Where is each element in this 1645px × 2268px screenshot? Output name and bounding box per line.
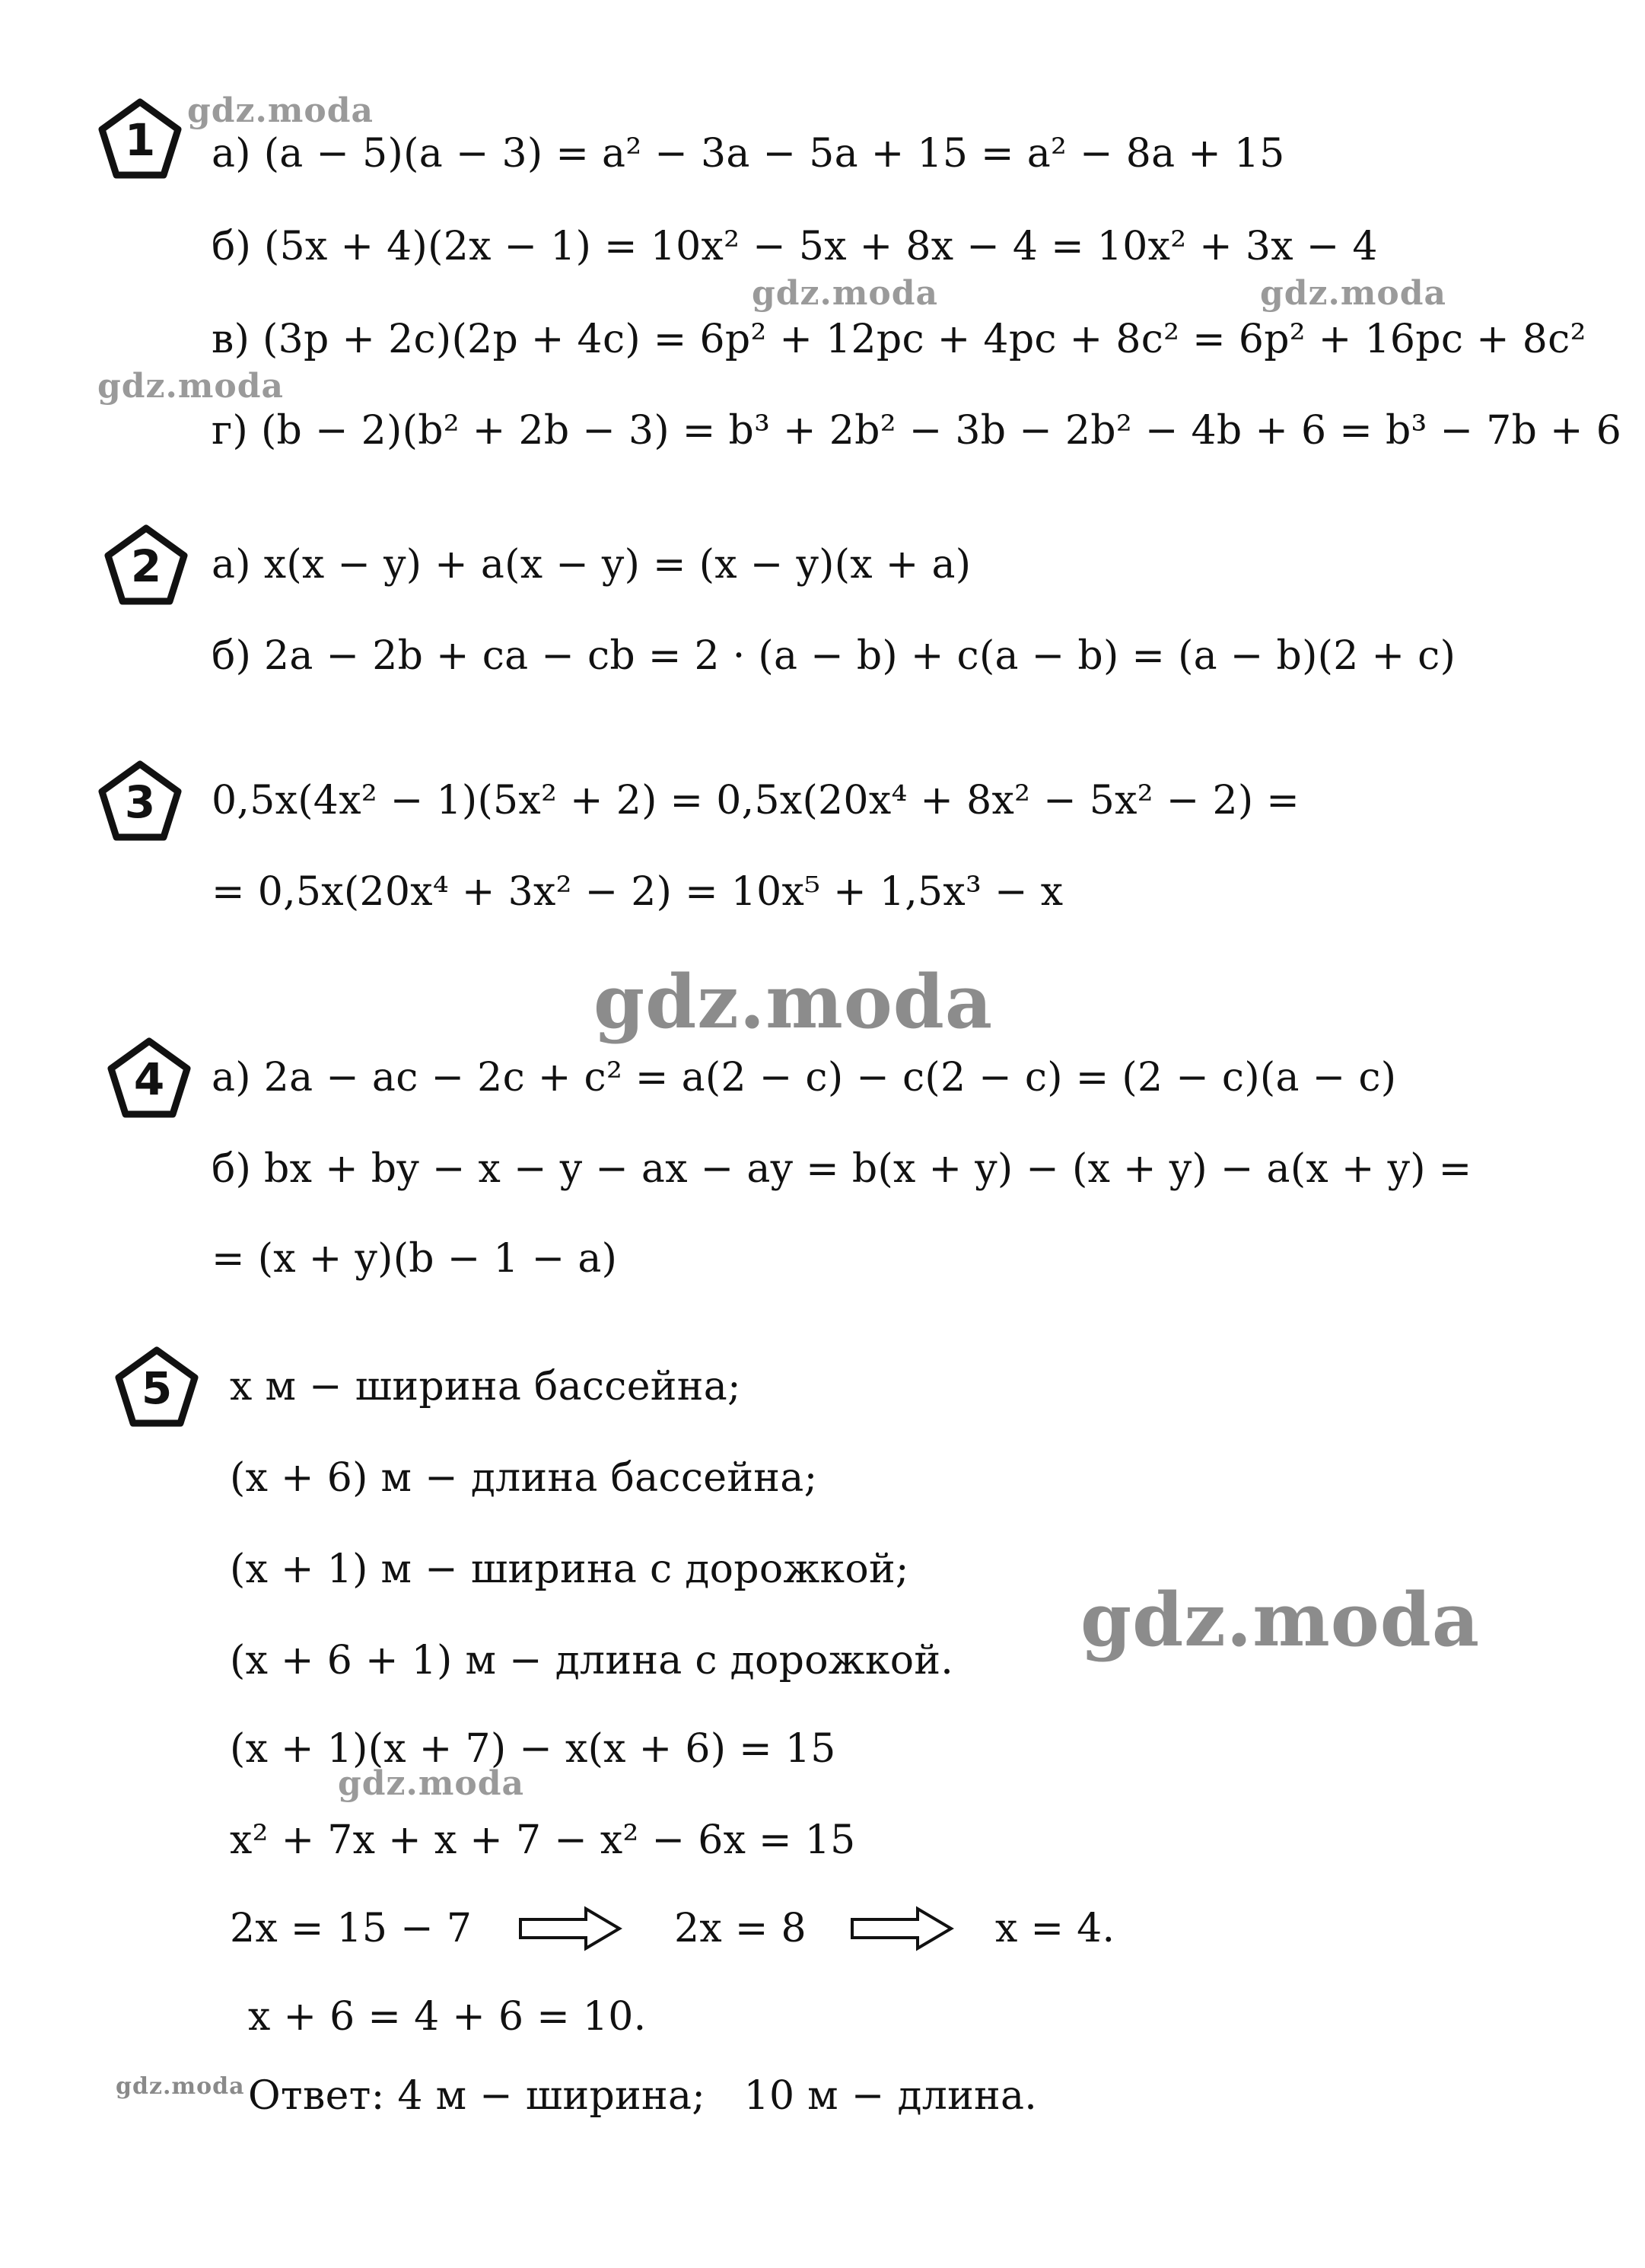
problem-5-line-8: x + 6 = 4 + 6 = 10. xyxy=(248,1994,647,2040)
problem-5-line-7a: 2x = 15 − 7 xyxy=(230,1906,473,1951)
problem-4c-line: = (x + y)(b − 1 − a) xyxy=(212,1236,618,1282)
watermark-text: gdz.moda xyxy=(97,367,285,406)
problem-5-line-2: (x + 6) м − длина бассейна; xyxy=(230,1455,818,1501)
watermark-text: gdz.moda xyxy=(1080,1577,1481,1663)
problem-2-badge xyxy=(103,524,189,606)
problem-4a-line: а) 2a − ac − 2c + c² = a(2 − c) − c(2 − c) = (2 − c)(a − c) xyxy=(212,1055,1397,1101)
problem-5-line-3: (x + 1) м − ширина с дорожкой; xyxy=(230,1547,909,1592)
problem-2a-line: а) x(x − y) + a(x − y) = (x − y)(x + a) xyxy=(212,542,972,588)
problem-number: 3 xyxy=(124,776,156,828)
problem-number: 2 xyxy=(130,540,162,592)
problem-5-line-7c: x = 4. xyxy=(995,1906,1115,1951)
watermark-text: gdz.moda xyxy=(338,1764,525,1803)
problem-5-line-1: x м − ширина бассейна; xyxy=(230,1364,741,1410)
problem-5-line-6: x² + 7x + x + 7 − x² − 6x = 15 xyxy=(230,1817,856,1863)
problem-number: 1 xyxy=(124,114,156,166)
problem-5-line-4: (x + 6 + 1) м − длина с дорожкой. xyxy=(230,1638,954,1683)
watermark-text: gdz.moda xyxy=(593,959,994,1045)
problem-1a-line: а) (a − 5)(a − 3) = a² − 3a − 5a + 15 = a² − 8a + 15 xyxy=(212,131,1285,177)
problem-3-badge xyxy=(97,760,183,842)
answer-line: Ответ: 4 м − ширина; 10 м − длина. xyxy=(248,2073,1038,2119)
problem-1-badge xyxy=(97,97,183,180)
problem-4b-line: б) bx + by − x − y − ax − ay = b(x + y) − (x + y) − a(x + y) = xyxy=(212,1146,1472,1192)
problem-3-line-1: 0,5x(4x² − 1)(5x² + 2) = 0,5x(20x⁴ + 8x² − 5x² − 2) = xyxy=(212,778,1300,823)
problem-number: 4 xyxy=(133,1053,165,1105)
problem-3-line-2: = 0,5x(20x⁴ + 3x² − 2) = 10x⁵ + 1,5x³ − x xyxy=(212,869,1064,915)
problem-5-line-5: (x + 1)(x + 7) − x(x + 6) = 15 xyxy=(230,1726,836,1772)
problem-1c-line: в) (3p + 2c)(2p + 4c) = 6p² + 12pc + 4pc + 8c² = 6p² + 16pc + 8c² xyxy=(212,317,1586,362)
problem-number: 5 xyxy=(141,1362,173,1414)
watermark-text: gdz.moda xyxy=(116,2073,245,2100)
problem-5-badge xyxy=(114,1346,199,1428)
problem-2b-line: б) 2a − 2b + ca − cb = 2 · (a − b) + c(a − b) = (a − b)(2 + c) xyxy=(212,633,1456,679)
problem-1d-line: г) (b − 2)(b² + 2b − 3) = b³ + 2b² − 3b − 2b² − 4b + 6 = b³ − 7b + 6 xyxy=(212,408,1622,454)
problem-4-badge xyxy=(107,1037,192,1119)
problem-1b-line: б) (5x + 4)(2x − 1) = 10x² − 5x + 8x − 4 = 10x² + 3x − 4 xyxy=(212,224,1378,269)
watermark-text: gdz.moda xyxy=(1260,274,1447,313)
watermark-text: gdz.moda xyxy=(187,91,374,130)
watermark-text: gdz.moda xyxy=(752,274,939,313)
problem-5-line-7b: 2x = 8 xyxy=(674,1906,807,1951)
arrow-right-icon xyxy=(849,1906,956,1951)
arrow-right-icon xyxy=(517,1906,624,1951)
